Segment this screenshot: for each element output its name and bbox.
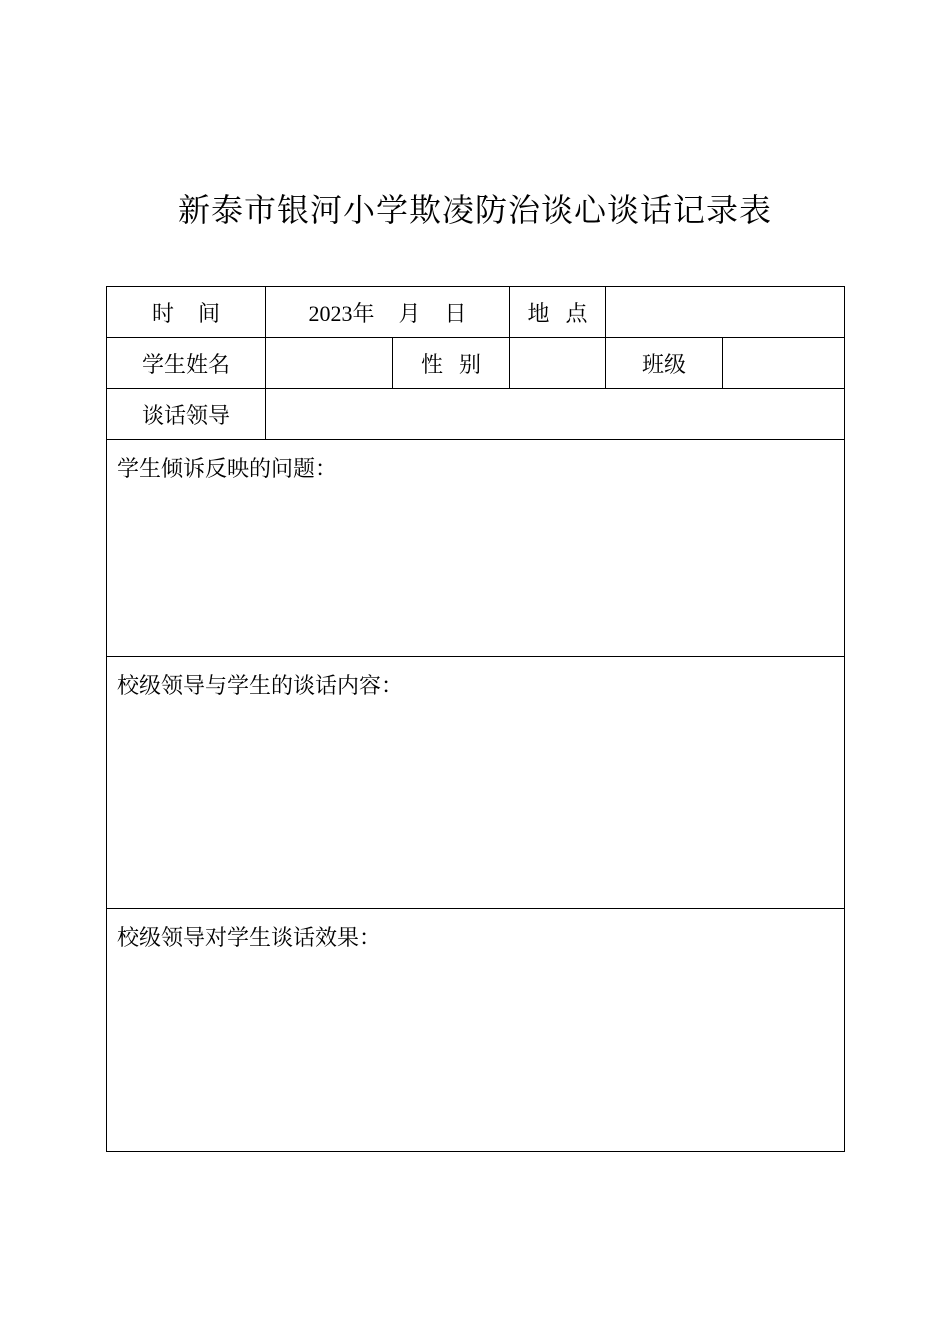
gender-label-part1: 性: [420, 352, 443, 378]
time-label-cell: [107, 287, 266, 338]
class-field[interactable]: [723, 338, 845, 389]
page-title: 新泰市银河小学欺凌防治谈心谈话记录表: [177, 191, 772, 229]
gender-field[interactable]: [510, 338, 606, 389]
row-problem: [107, 440, 845, 657]
record-form-table: [106, 286, 845, 1152]
date-month: 月: [398, 301, 421, 327]
content-label: 校级领导与学生的谈话内容：: [117, 674, 404, 699]
time-label-part2: 间: [198, 301, 221, 327]
student-name-field[interactable]: [266, 338, 393, 389]
date-day: 日: [444, 301, 467, 327]
row-time-location: [107, 287, 845, 338]
leader-field[interactable]: [266, 389, 845, 440]
row-effect: [107, 909, 845, 1152]
time-label-part1: 时: [151, 301, 174, 327]
effect-label: 校级领导对学生谈话效果：: [117, 926, 382, 951]
class-label: 班级: [606, 338, 723, 389]
location-field[interactable]: [606, 287, 845, 338]
gender-label-cell: [393, 338, 510, 389]
location-label-cell: [510, 287, 606, 338]
problem-label: 学生倾诉反映的问题：: [117, 457, 338, 482]
row-content: [107, 657, 845, 909]
problem-block[interactable]: [107, 440, 845, 657]
location-label-part2: 点: [565, 301, 588, 327]
row-leader: [107, 389, 845, 440]
date-field[interactable]: [266, 287, 510, 338]
row-student-info: [107, 338, 845, 389]
effect-block[interactable]: [107, 909, 845, 1152]
gender-label-part2: 别: [459, 352, 482, 378]
content-block[interactable]: [107, 657, 845, 909]
date-year: 2023年: [308, 300, 375, 326]
leader-label: 谈话领导: [107, 389, 266, 440]
location-label-part1: 地: [527, 301, 550, 327]
student-name-label: 学生姓名: [107, 338, 266, 389]
